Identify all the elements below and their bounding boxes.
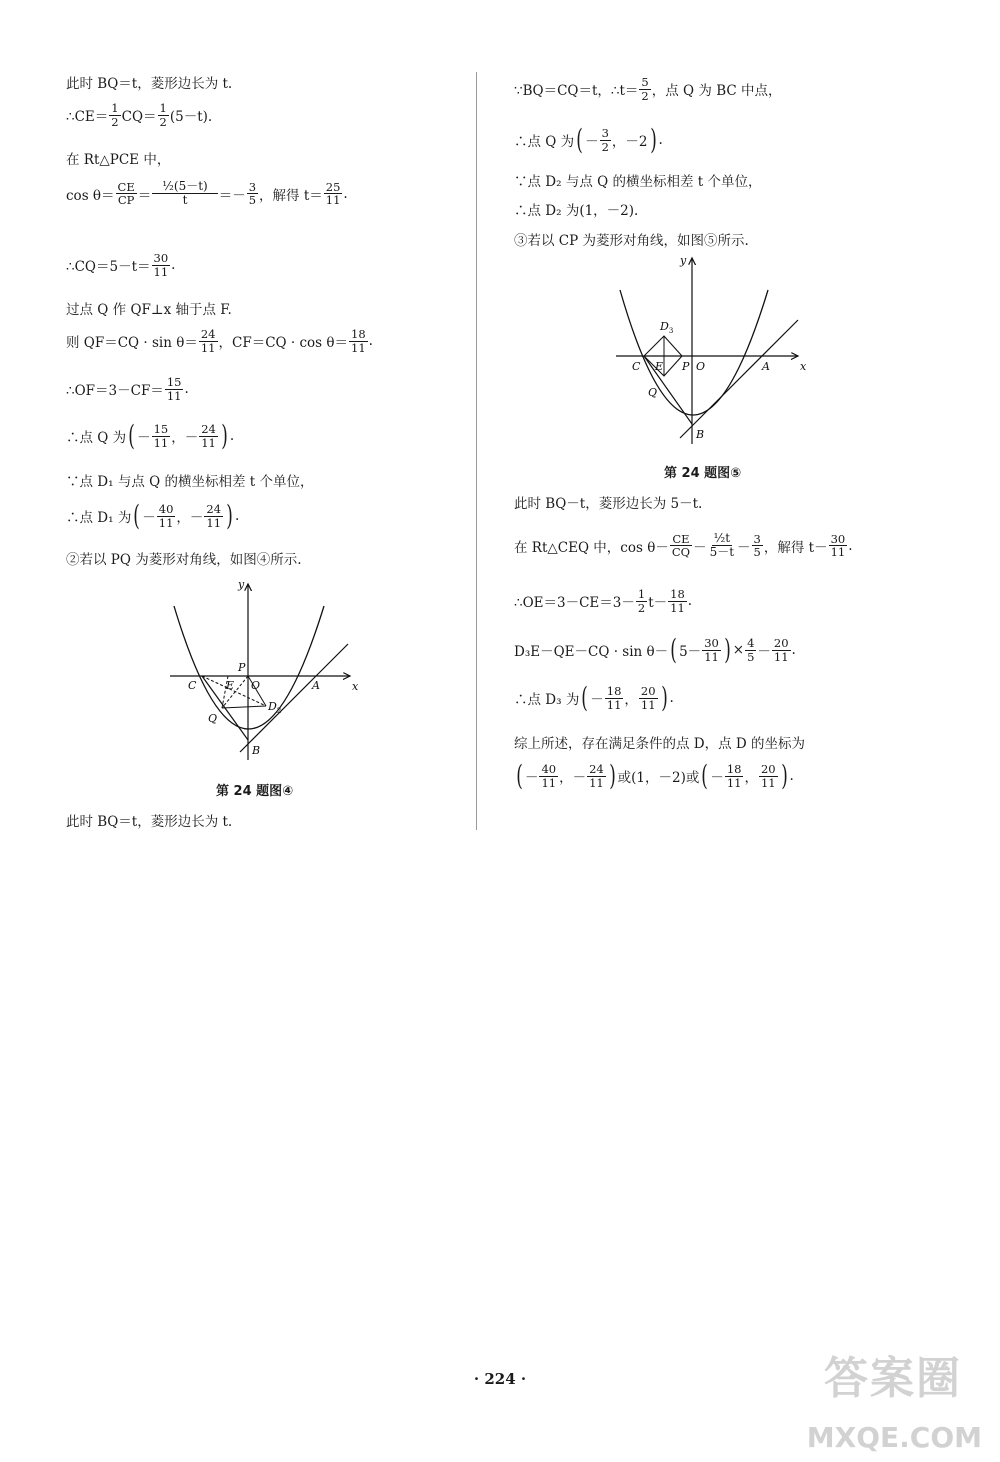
- label-o: O: [696, 360, 706, 373]
- numerator: 30: [153, 251, 169, 265]
- fraction: [745, 637, 756, 663]
- numerator: 15: [153, 421, 169, 436]
- formula-text: .: [234, 508, 240, 524]
- formula-cos: [514, 532, 853, 559]
- fraction: [605, 685, 624, 711]
- numerator: 25: [325, 179, 341, 194]
- line-text: 综上所述，存在满足条件的点 D，点 D 的坐标为: [514, 736, 806, 752]
- fraction: [165, 376, 184, 402]
- formula-point-q: [514, 123, 663, 156]
- numerator: 20: [773, 635, 789, 650]
- numerator: CE: [672, 531, 690, 546]
- numerator: 1: [159, 101, 167, 115]
- formula-text: ，－: [171, 430, 199, 446]
- fraction: [199, 423, 218, 449]
- line-text: ∵点 D₂ 与点 Q 的横坐标相差 t 个单位，: [514, 174, 762, 190]
- formula-text: －: [737, 539, 751, 556]
- label-e: E: [226, 679, 235, 692]
- watermark-logo-text: 答案圈: [824, 1353, 962, 1404]
- parabola: [174, 606, 324, 729]
- fraction: [587, 763, 606, 789]
- fraction: [109, 102, 120, 128]
- numerator: 20: [640, 683, 656, 698]
- numerator: 18: [670, 587, 685, 601]
- right-paren: ): [724, 633, 731, 666]
- text-line: [514, 492, 702, 512]
- formula-text: ，－: [176, 510, 204, 526]
- denominator: 11: [589, 775, 604, 790]
- formula-cq: [66, 252, 175, 278]
- text-line: [66, 148, 170, 168]
- line-text: 此时 BQ＝t，菱形边长为 t.: [66, 76, 233, 92]
- left-paren: (: [128, 419, 135, 452]
- left-paren: (: [581, 681, 589, 714]
- fraction: [702, 637, 721, 663]
- label-a: A: [762, 360, 770, 373]
- label-d3: $D_3$: [660, 320, 674, 335]
- formula-text: .: [687, 593, 693, 610]
- formula-point-d1: [66, 499, 240, 532]
- formula-text: －: [142, 510, 156, 526]
- label-b: B: [696, 428, 705, 441]
- right-paren: ): [226, 499, 233, 532]
- fraction: [752, 533, 763, 559]
- numerator: 24: [200, 327, 216, 341]
- numerator: CE: [117, 179, 135, 194]
- formula-text: ∴OE＝3－CE＝3－: [514, 595, 635, 612]
- label-x: x: [352, 680, 359, 693]
- line-text: ∴点 D₂ 为(1，－2).: [514, 203, 639, 219]
- fraction: [324, 181, 343, 207]
- numerator: 30: [830, 531, 846, 546]
- line-ab: [680, 320, 798, 438]
- denominator: 2: [637, 600, 646, 615]
- formula-text: (5－t).: [169, 109, 213, 126]
- numerator: 24: [589, 761, 604, 776]
- label-a: A: [312, 679, 320, 692]
- denominator: t: [182, 193, 188, 208]
- formula-text: ×: [732, 642, 745, 658]
- numerator: 1: [637, 587, 646, 601]
- text-line: [66, 298, 232, 318]
- line-text: ③若以 CP 为菱形对角线，如图⑤所示.: [514, 233, 749, 249]
- denominator: 5: [747, 649, 755, 664]
- numerator: 4: [747, 635, 755, 650]
- text-line: [66, 810, 232, 830]
- line-text: ∵点 D₁ 与点 Q 的横坐标相差 t 个单位，: [66, 474, 314, 490]
- label-q: Q: [208, 712, 218, 725]
- line-text: ②若以 PQ 为菱形对角线，如图④所示.: [66, 552, 302, 568]
- fraction: [829, 533, 848, 559]
- line-text: 此时 BQ－t，菱形边长为 5－t.: [514, 496, 703, 512]
- denominator: 11: [773, 649, 789, 664]
- denominator: 11: [351, 340, 366, 355]
- label-c: C: [188, 679, 197, 692]
- formula-text: .: [791, 642, 796, 658]
- text-line: [514, 229, 749, 249]
- denominator: 11: [606, 697, 622, 712]
- formula-oe: [514, 588, 692, 614]
- fraction: [204, 503, 223, 529]
- formula-text: .: [184, 381, 189, 398]
- fraction: [759, 763, 778, 789]
- fraction: [158, 102, 169, 128]
- denominator: 2: [601, 139, 609, 154]
- label-d2: $D_2$: [268, 700, 282, 715]
- denominator: 2: [159, 114, 167, 129]
- formula-text: ＝－: [218, 187, 246, 204]
- fraction: [152, 423, 171, 449]
- numerator: 3: [601, 125, 609, 140]
- denominator: CP: [117, 193, 135, 208]
- fraction: [636, 588, 647, 614]
- denominator: 11: [726, 775, 742, 790]
- watermark-url: MXQE.COM: [806, 1421, 982, 1454]
- formula-cos: [66, 180, 348, 207]
- text-line: [514, 732, 805, 752]
- text-line: [66, 548, 302, 568]
- formula-text: .: [658, 132, 663, 148]
- denominator: 5: [753, 545, 761, 560]
- watermark: [792, 1342, 982, 1454]
- formula-text: 5－: [679, 644, 702, 660]
- left-paren: (: [576, 123, 583, 156]
- formula-point-q: [66, 419, 235, 452]
- fraction: [539, 763, 558, 789]
- formula-text: ，: [624, 692, 638, 708]
- formula-text: －: [524, 770, 539, 786]
- formula-text: ＝: [137, 187, 152, 204]
- label-x: x: [800, 360, 807, 373]
- page-number: · 224 ·: [473, 1370, 527, 1388]
- denominator: 11: [158, 515, 174, 530]
- formula-text: －: [590, 692, 604, 708]
- numerator: 20: [760, 761, 776, 776]
- formula-text: －: [585, 134, 599, 150]
- denominator: 11: [166, 388, 182, 403]
- column-divider: [476, 72, 477, 830]
- label-p: P: [238, 661, 246, 674]
- numerator: 24: [206, 501, 222, 516]
- formula-text: ∴点 Q 为: [66, 430, 127, 446]
- right-paren: ): [649, 123, 657, 156]
- text-line: [66, 470, 313, 490]
- formula-text: ∴点 D₃ 为: [514, 692, 580, 708]
- figure-5: [604, 250, 814, 450]
- fraction: [725, 763, 744, 789]
- formula-text: ∴点 D₁ 为: [66, 510, 132, 526]
- formula-text: －: [693, 539, 707, 556]
- fraction: [708, 532, 736, 559]
- numerator: ½(5－t): [152, 180, 217, 194]
- numerator: 30: [704, 635, 719, 650]
- formula-text: .: [848, 537, 853, 554]
- formula-text: ，解得 t－: [763, 539, 828, 556]
- formula-text: D₃E－QE－CQ · sin θ－: [514, 644, 669, 660]
- formula-text: ∴OF＝3－CF＝: [66, 383, 164, 400]
- numerator: 18: [606, 683, 622, 698]
- formula-t: [514, 76, 781, 102]
- label-o: O: [251, 679, 261, 692]
- formula-text: ∴CQ＝5－t＝: [66, 259, 151, 276]
- formula-point-d3: [514, 681, 674, 714]
- fraction: [639, 685, 658, 711]
- numerator: 24: [201, 421, 216, 436]
- formula-text: ∵BQ＝CQ＝t，∴t＝: [514, 83, 639, 100]
- formula-text: .: [343, 185, 348, 202]
- denominator: 11: [541, 775, 557, 790]
- formula-text: ，－: [559, 770, 587, 786]
- left-paren: (: [516, 759, 523, 792]
- right-paren: ): [608, 759, 616, 792]
- denominator: 11: [201, 435, 216, 450]
- formula-ce: [66, 102, 212, 128]
- label-y: y: [680, 254, 687, 267]
- label-p: P: [682, 360, 690, 373]
- formula-text: ，解得 t＝: [259, 187, 323, 204]
- formula-text: －: [137, 430, 151, 446]
- formula-text: t－: [648, 595, 668, 612]
- fraction: [670, 533, 692, 559]
- line-text: 此时 BQ＝t，菱形边长为 t.: [66, 814, 233, 830]
- right-paren: ): [221, 419, 228, 452]
- right-paren: ): [660, 681, 668, 714]
- numerator: 1: [111, 101, 119, 115]
- figure-5-caption: 第 24 题图⑤: [664, 466, 742, 481]
- left-paren: (: [701, 759, 709, 792]
- denominator: 11: [206, 515, 222, 530]
- formula-text: －: [757, 644, 771, 660]
- fraction: [152, 180, 217, 207]
- label-q: Q: [648, 386, 658, 399]
- fraction: [639, 76, 650, 102]
- formula-text: ，－2: [611, 134, 648, 150]
- denominator: 2: [641, 88, 649, 103]
- denominator: CQ: [671, 545, 691, 560]
- numerator: ½t: [713, 531, 731, 545]
- numerator: 40: [158, 501, 174, 516]
- line-ab: [240, 644, 348, 752]
- text-line: [66, 72, 232, 92]
- formula-conclusion: [514, 759, 794, 792]
- text-line: [514, 199, 638, 219]
- formula-text: 在 Rt△CEQ 中，cos θ－: [514, 539, 669, 556]
- fraction: [349, 328, 368, 354]
- formula-text: ，: [744, 770, 758, 786]
- left-paren: (: [133, 499, 141, 532]
- formula-text: CQ＝: [121, 109, 157, 126]
- fraction: [199, 328, 218, 354]
- formula-of: [66, 376, 189, 402]
- formula-text: ，点 Q 为 BC 中点，: [651, 83, 782, 100]
- label-e: E: [655, 360, 664, 373]
- formula-text: 或(1，－2)或: [617, 770, 700, 786]
- label-b: B: [252, 744, 261, 757]
- formula-text: .: [229, 428, 235, 444]
- fraction: [152, 252, 171, 278]
- line-text: 在 Rt△PCE 中，: [66, 152, 171, 168]
- denominator: 11: [830, 545, 846, 560]
- label-c: C: [632, 360, 641, 373]
- right-paren: ): [780, 759, 788, 792]
- fraction: [157, 503, 176, 529]
- numerator: 18: [351, 327, 366, 341]
- formula-text: ∴点 Q 为: [514, 134, 575, 150]
- formula-text: ，CF＝CQ · cos θ＝: [218, 335, 349, 352]
- figure-4: [166, 572, 366, 768]
- denominator: 11: [760, 775, 776, 790]
- formula-text: 则 QF＝CQ · sin θ＝: [66, 335, 198, 352]
- left-paren: (: [670, 633, 677, 666]
- text-line: [514, 170, 761, 190]
- numerator: 3: [753, 531, 761, 546]
- numerator: 18: [726, 761, 742, 776]
- fraction: [600, 127, 611, 153]
- numerator: 5: [641, 75, 649, 89]
- denominator: 11: [153, 264, 169, 279]
- parabola: [620, 290, 768, 415]
- formula-text: .: [368, 333, 373, 350]
- fraction: [116, 181, 137, 207]
- figure-4-caption: 第 24 题图④: [216, 784, 294, 799]
- denominator: 5－t: [709, 545, 735, 560]
- fraction: [247, 181, 258, 207]
- numerator: 15: [166, 375, 182, 389]
- denominator: 11: [704, 649, 719, 664]
- denominator: 5: [248, 193, 257, 208]
- formula-text: ∴CE＝: [66, 109, 109, 126]
- formula-d3e: [514, 633, 796, 666]
- denominator: 11: [670, 600, 685, 615]
- numerator: 40: [541, 761, 557, 776]
- formula-text: －: [710, 770, 724, 786]
- line-text: 过点 Q 作 QF⊥x 轴于点 F.: [66, 302, 232, 318]
- numerator: 3: [248, 179, 257, 194]
- denominator: 11: [640, 697, 656, 712]
- formula-text: .: [789, 768, 794, 784]
- formula-text: cos θ＝: [66, 187, 115, 204]
- label-y: y: [238, 578, 245, 591]
- denominator: 11: [153, 435, 169, 450]
- formula-text: .: [171, 257, 176, 274]
- formula-qf: [66, 328, 373, 354]
- formula-text: .: [669, 690, 674, 706]
- fraction: [668, 588, 687, 614]
- denominator: 11: [325, 193, 341, 208]
- fraction: [772, 637, 791, 663]
- denominator: 2: [111, 114, 119, 129]
- denominator: 11: [200, 340, 216, 355]
